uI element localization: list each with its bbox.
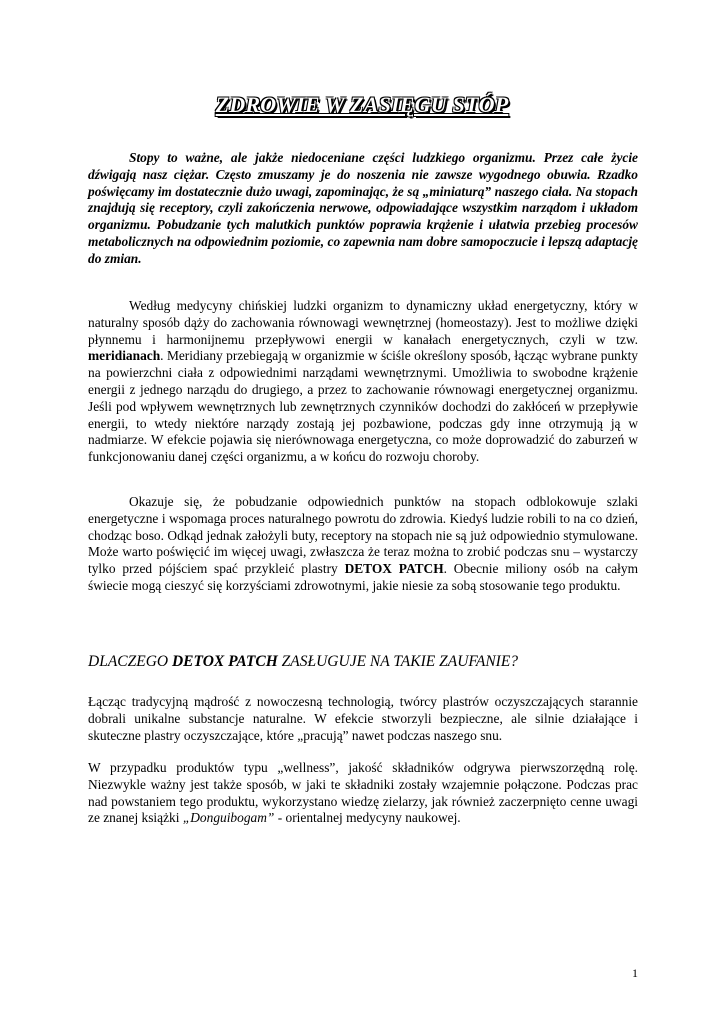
paragraph-tradition	[88, 694, 638, 744]
document-title: ZDROWIE W ZASIĘGU STÓP	[215, 92, 509, 117]
paragraph-feet-points	[88, 494, 638, 595]
paragraph-wellness	[88, 760, 638, 827]
para2-text-before: Według medycyny chińskiej ludzki organizm to dynamiczny układ energetyczny, który w naturalny sposób dąży do zachowania równowagi wewnętrznej (homeostazy). Jest to możliwe dzięki płynnemu i harmonijnemu przepływowi energii w kanałach energetycznych, czyli w tzw.	[88, 298, 638, 347]
para5-text-after: - orientalnej medycyny naukowej.	[274, 810, 461, 826]
para5-book-title: „Donguibogam”	[182, 810, 275, 826]
para5-text-before: W przypadku produktów typu „wellness”, jakość składników odgrywa pierwszorzędną rolę. Niezwykle ważny jest także sposób, w jaki te składniki zostały wzajemnie połączone. Podczas prac nad powstaniem tego produktu, wykorzystano wiedzę zielarzy, jak również zaczerpnięto cenne uwagi ze znanej książki	[88, 760, 638, 826]
para2-text-after: . Meridiany przebiegają w organizmie w ściśle określony sposób, łącząc wybrane punkty na powierzchni ciała z odpowiednimi narządami wewnętrznymi. Umożliwia to swobodne krążenie energii z jednego narządu do drugiego, a przez to zachowanie równowagi energetycznej organizmu. Jeśli pod wpływem wewnętrznych lub zewnętrznych czynników dochodzi do zakłóceń w przepływie energii, to wtedy niektóre narządy zostają jej pozbawione, podczas gdy inne otrzymują ją w nadmiarze. W efekcie pojawia się nierównowaga energetyczna, co może doprowadzić do zaburzeń w funkcjonowaniu danej części organizmu, a w końcu do rozwoju choroby.	[88, 348, 638, 465]
para2-bold: meridianach	[88, 348, 161, 364]
heading-brand: DETOX PATCH	[171, 653, 278, 670]
para3-text-after: . Obecnie miliony osób na całym świecie mogą cieszyć się korzyściami zdrowotnymi, jakie niesie za sobą stosowanie tego produktu.	[88, 561, 638, 593]
page-number: 1	[632, 966, 638, 980]
para4-text: Łącząc tradycyjną mądrość z nowoczesną technologią, twórcy plastrów oczyszczających starannie dobrali unikalne substancje naturalne. W efekcie stworzyli bezpieczne, ale silnie działające i skuteczne plastry oczyszczające, które „pracują” nawet podczas naszego snu.	[88, 694, 638, 743]
para3-bold: DETOX PATCH	[344, 561, 444, 577]
intro-text: Stopy to ważne, ale jakże niedoceniane części ludzkiego organizmu. Przez całe życie dźwigają nasz ciężar. Często zmuszamy je do noszenia nie zawsze wygodnego obuwia. Rzadko poświęcamy im dostatecznie dużo uwagi, zapominając, że są „miniaturą” naszego ciała. Na stopach znajdują się receptory, czyli zakończenia nerwowe, odpowiadające wszystkim narządom i układom organizmu. Pobudzanie tych malutkich punktów poprawia krążenie i ułatwia przebieg procesów metabolicznych na odpowiednim poziomie, co zapewnia nam dobre samopoczucie i lepszą adaptację do zmian.	[88, 150, 638, 266]
para3-text-before: Okazuje się, że pobudzanie odpowiednich punktów na stopach odblokowuje szlaki energetyczne i wspomaga proces naturalnego powrotu do zdrowia. Kiedyś ludzie robili to na co dzień, chodząc boso. Odkąd jednak założyli buty, receptory na stopach nie są już odpowiednio stymulowane. Może warto poświęcić im więcej uwagi, zwłaszcza że teraz można to zrobić podczas snu – wystarczy tylko przed pójściem spać przykleić plastry	[88, 494, 638, 577]
intro-paragraph	[88, 150, 638, 268]
heading-text-after: ZASŁUGUJE NA TAKIE ZAUFANIE?	[277, 653, 519, 670]
heading-text-before: DLACZEGO	[88, 653, 172, 670]
section-heading	[88, 653, 648, 671]
paragraph-meridians	[88, 298, 638, 466]
